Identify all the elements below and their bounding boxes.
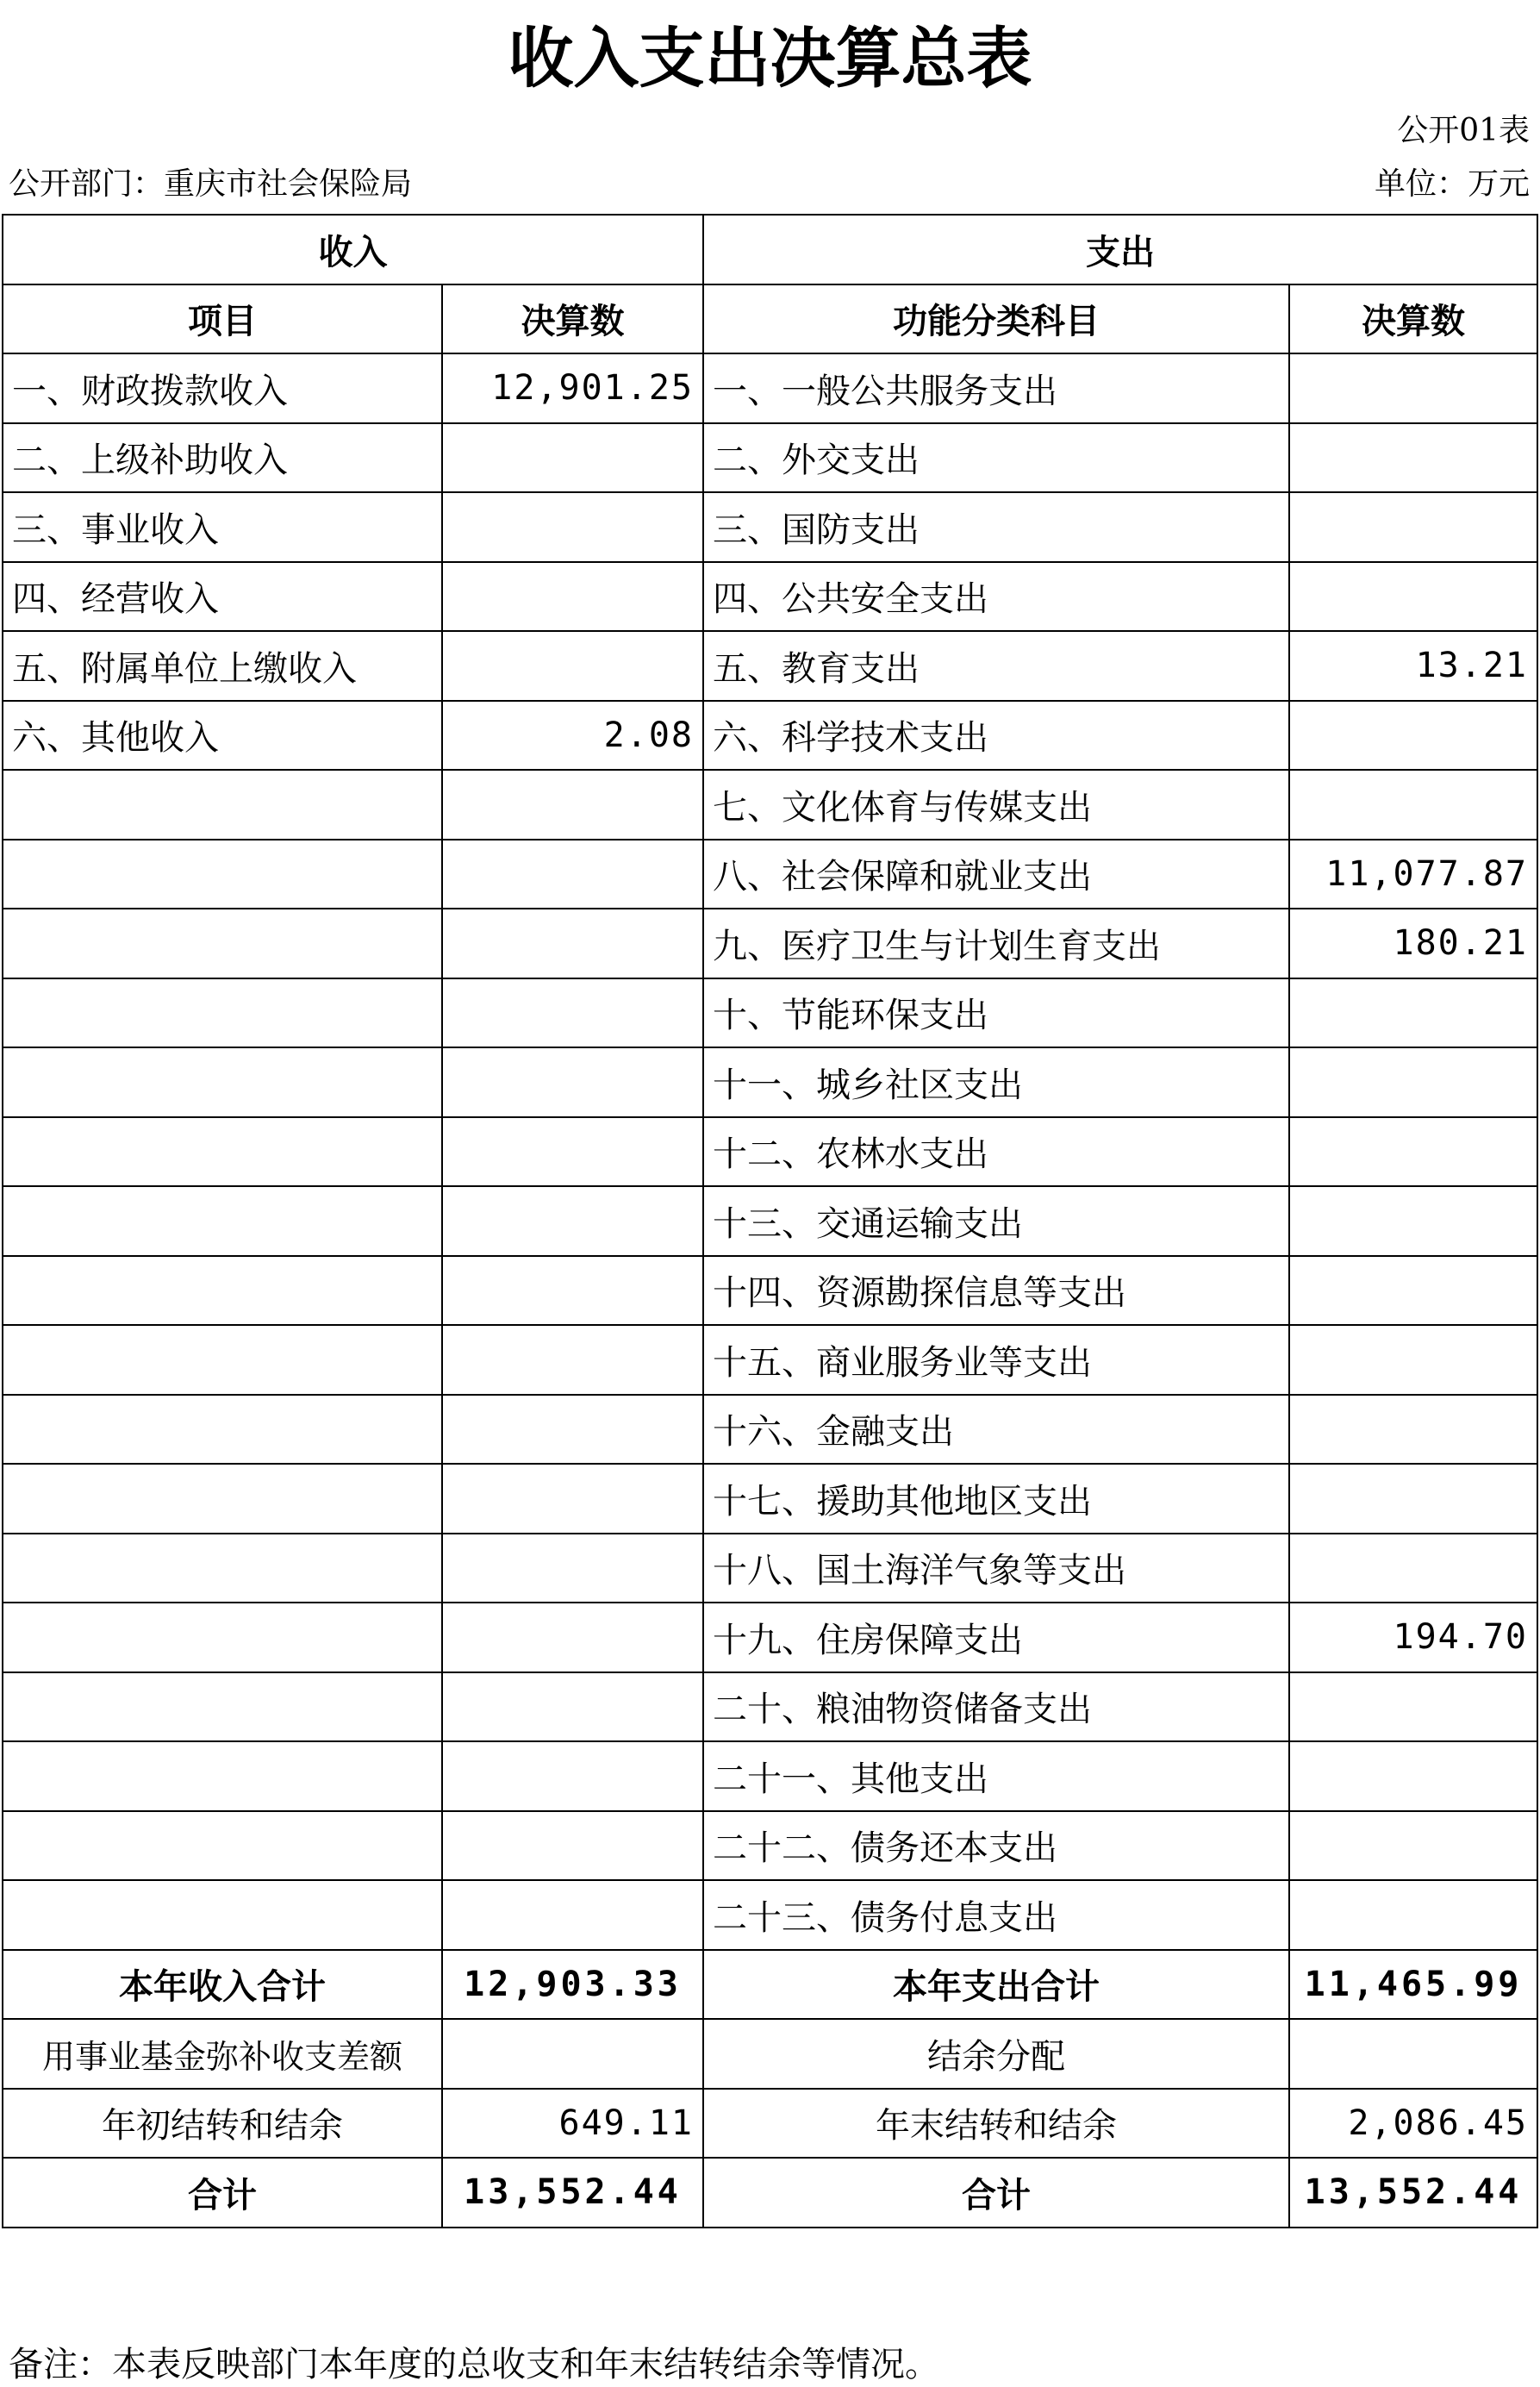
income-value-cell (442, 1395, 703, 1465)
expense-item-cell: 十九、住房保障支出 (703, 1603, 1289, 1672)
income-item-cell (3, 1672, 442, 1742)
expense-value-cell (1289, 1811, 1537, 1881)
income-item-cell (3, 1047, 442, 1117)
expense-value-cell (1289, 1186, 1537, 1256)
expense-value-cell: 11,077.87 (1289, 840, 1537, 909)
surplus-distribution-value (1289, 2019, 1537, 2089)
expense-value-cell (1289, 1395, 1537, 1465)
table-row (3, 1811, 1537, 1881)
income-value-cell (442, 492, 703, 562)
page-title: 收入支出决算总表 (508, 20, 1032, 97)
table-row (3, 1534, 1537, 1603)
income-value-cell (442, 1603, 703, 1672)
expense-value-cell (1289, 701, 1537, 771)
balance-row (3, 2089, 1537, 2159)
expense-value-cell (1289, 1325, 1537, 1395)
expense-item-cell: 五、教育支出 (703, 631, 1289, 701)
table-row (3, 562, 1537, 632)
closing-balance-label: 年末结转和结余 (703, 2089, 1289, 2159)
expense-item-cell: 十六、金融支出 (703, 1395, 1289, 1465)
expense-value-cell: 194.70 (1289, 1603, 1537, 1672)
income-item-cell (3, 1534, 442, 1603)
income-item-cell (3, 1256, 442, 1326)
form-code: 公开01表 (1397, 113, 1530, 148)
income-item-cell (3, 1880, 442, 1950)
expense-item-cell: 一、一般公共服务支出 (703, 353, 1289, 423)
income-value-cell (442, 423, 703, 493)
table-row (3, 353, 1537, 423)
table-row (3, 1741, 1537, 1811)
income-value-cell (442, 1186, 703, 1256)
fund-makeup-label: 用事业基金弥补收支差额 (3, 2019, 442, 2089)
department-label: 公开部门：重庆市社会保险局 (9, 166, 413, 202)
income-item-cell (3, 770, 442, 840)
income-value-cell (442, 1117, 703, 1187)
opening-balance-label: 年初结转和结余 (3, 2089, 442, 2159)
grand-income-value: 13,552.44 (442, 2158, 703, 2228)
income-item-cell (3, 1603, 442, 1672)
function-category-column-header: 功能分类科目 (703, 284, 1289, 354)
expense-item-cell: 三、国防支出 (703, 492, 1289, 562)
footer-note: 备注：本表反映部门本年度的总收支和年末结转结余等情况。 (9, 2345, 939, 2384)
fund-makeup-value (442, 2019, 703, 2089)
expense-item-cell: 二十二、债务还本支出 (703, 1811, 1289, 1881)
closing-balance-value: 2,086.45 (1289, 2089, 1537, 2159)
expense-value-cell: 180.21 (1289, 909, 1537, 978)
income-item-cell (3, 1741, 442, 1811)
item-column-header: 项目 (3, 284, 442, 354)
expense-item-cell: 十七、援助其他地区支出 (703, 1464, 1289, 1534)
expense-total-label: 本年支出合计 (703, 1950, 1289, 2020)
grand-total-row (3, 2158, 1537, 2228)
expense-item-cell: 二、外交支出 (703, 423, 1289, 493)
expense-item-cell: 六、科学技术支出 (703, 701, 1289, 771)
income-item-cell (3, 909, 442, 978)
expense-value-cell (1289, 1047, 1537, 1117)
surplus-distribution-label: 结余分配 (703, 2019, 1289, 2089)
income-amount-column-header: 决算数 (442, 284, 703, 354)
income-value-cell (442, 1047, 703, 1117)
expense-value-cell (1289, 1534, 1537, 1603)
income-item-cell (3, 1464, 442, 1534)
expense-item-cell: 十、节能环保支出 (703, 978, 1289, 1048)
expense-item-cell: 十二、农林水支出 (703, 1117, 1289, 1187)
income-item-cell: 二、上级补助收入 (3, 423, 442, 493)
expense-item-cell: 九、医疗卫生与计划生育支出 (703, 909, 1289, 978)
income-item-cell (3, 1186, 442, 1256)
table-row (3, 1256, 1537, 1326)
expense-item-cell: 十四、资源勘探信息等支出 (703, 1256, 1289, 1326)
grand-income-label: 合计 (3, 2158, 442, 2228)
expense-item-cell: 十三、交通运输支出 (703, 1186, 1289, 1256)
income-value-cell (442, 909, 703, 978)
income-value-cell (442, 1325, 703, 1395)
table-row (3, 1117, 1537, 1187)
expense-item-cell: 十五、商业服务业等支出 (703, 1325, 1289, 1395)
income-value-cell (442, 1880, 703, 1950)
income-value-cell (442, 1672, 703, 1742)
income-total-label: 本年收入合计 (3, 1950, 442, 2020)
fund-makeup-row (3, 2019, 1537, 2089)
expense-item-cell: 二十一、其他支出 (703, 1741, 1289, 1811)
income-value-cell (442, 1741, 703, 1811)
grand-expense-value: 13,552.44 (1289, 2158, 1537, 2228)
expense-item-cell: 八、社会保障和就业支出 (703, 840, 1289, 909)
expense-value-cell (1289, 770, 1537, 840)
table-row (3, 1464, 1537, 1534)
income-value-cell (442, 978, 703, 1048)
income-item-cell: 五、附属单位上缴收入 (3, 631, 442, 701)
expense-value-cell (1289, 353, 1537, 423)
expense-item-cell: 十八、国土海洋气象等支出 (703, 1534, 1289, 1603)
table-row (3, 770, 1537, 840)
expense-item-cell: 十一、城乡社区支出 (703, 1047, 1289, 1117)
expense-value-cell (1289, 1117, 1537, 1187)
income-value-cell (442, 770, 703, 840)
table-row (3, 978, 1537, 1048)
table-row (3, 1603, 1537, 1672)
income-value-cell: 12,901.25 (442, 353, 703, 423)
table-row (3, 1395, 1537, 1465)
income-value-cell (442, 1811, 703, 1881)
opening-balance-value: 649.11 (442, 2089, 703, 2159)
income-item-cell: 三、事业收入 (3, 492, 442, 562)
expense-amount-column-header: 决算数 (1289, 284, 1537, 354)
income-item-cell: 一、财政拨款收入 (3, 353, 442, 423)
income-item-cell (3, 1811, 442, 1881)
income-total-value: 12,903.33 (442, 1950, 703, 2020)
table-row (3, 840, 1537, 909)
income-value-cell (442, 631, 703, 701)
expense-value-cell (1289, 492, 1537, 562)
income-item-cell (3, 978, 442, 1048)
income-item-cell: 六、其他收入 (3, 701, 442, 771)
income-item-cell (3, 1325, 442, 1395)
expense-value-cell (1289, 1880, 1537, 1950)
table-row (3, 909, 1537, 978)
annual-total-row (3, 1950, 1537, 2020)
expense-item-cell: 二十三、债务付息支出 (703, 1880, 1289, 1950)
table-row (3, 1672, 1537, 1742)
expense-value-cell (1289, 978, 1537, 1048)
income-section-header: 收入 (3, 215, 703, 284)
table-row (3, 423, 1537, 493)
unit-label: 单位：万元 (1374, 166, 1530, 202)
table-row (3, 492, 1537, 562)
table-row (3, 1186, 1537, 1256)
expense-value-cell (1289, 1464, 1537, 1534)
expense-section-header: 支出 (703, 215, 1537, 284)
table-row (3, 1880, 1537, 1950)
table-row (3, 1047, 1537, 1117)
expense-item-cell: 四、公共安全支出 (703, 562, 1289, 632)
header-row-columns (3, 284, 1537, 354)
expense-value-cell (1289, 423, 1537, 493)
expense-value-cell (1289, 562, 1537, 632)
expense-value-cell: 13.21 (1289, 631, 1537, 701)
table-row (3, 701, 1537, 771)
income-item-cell: 四、经营收入 (3, 562, 442, 632)
expense-item-cell: 七、文化体育与传媒支出 (703, 770, 1289, 840)
income-expense-table (2, 214, 1538, 2228)
income-value-cell (442, 1256, 703, 1326)
income-value-cell (442, 840, 703, 909)
income-value-cell: 2.08 (442, 701, 703, 771)
expense-value-cell (1289, 1741, 1537, 1811)
grand-expense-label: 合计 (703, 2158, 1289, 2228)
table-row (3, 631, 1537, 701)
income-item-cell (3, 1395, 442, 1465)
income-item-cell (3, 1117, 442, 1187)
expense-total-value: 11,465.99 (1289, 1950, 1537, 2020)
table-row (3, 1325, 1537, 1395)
income-value-cell (442, 1534, 703, 1603)
expense-value-cell (1289, 1256, 1537, 1326)
income-value-cell (442, 1464, 703, 1534)
income-value-cell (442, 562, 703, 632)
income-item-cell (3, 840, 442, 909)
expense-item-cell: 二十、粮油物资储备支出 (703, 1672, 1289, 1742)
header-row-sections (3, 215, 1537, 284)
expense-value-cell (1289, 1672, 1537, 1742)
